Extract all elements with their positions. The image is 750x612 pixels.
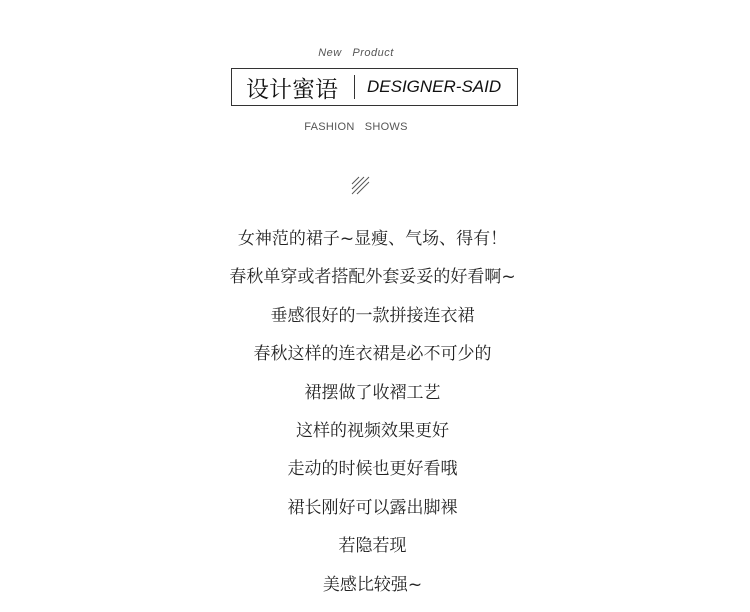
description-line: 若隐若现 xyxy=(338,536,407,557)
description-line: 走动的时候也更好看哦 xyxy=(287,459,458,480)
description-line: 春秋单穿或者搭配外套妥妥的好看啊~ xyxy=(229,267,516,288)
title-english: DESIGNER-SAID xyxy=(367,77,502,96)
new-product-subtitle: New Product xyxy=(318,47,394,59)
description-line: 垂感很好的一款拼接连衣裙 xyxy=(270,305,475,326)
description-line: 女神范的裙子~显瘦、气场、得有！ xyxy=(237,229,508,249)
description-line: 裙长刚好可以露出脚裸 xyxy=(287,497,458,518)
title-divider xyxy=(354,75,355,99)
description-line: 裙摆做了收褶工艺 xyxy=(304,382,441,403)
description-line: 春秋这样的连衣裙是必不可少的 xyxy=(253,344,492,365)
fashion-shows-tagline: FASHION SHOWS xyxy=(304,121,408,133)
description-text-block xyxy=(0,226,745,610)
title-box xyxy=(231,68,518,106)
title-chinese: 设计蜜语 xyxy=(246,76,338,103)
description-line: 美感比较强~ xyxy=(322,574,423,595)
diagonal-lines-icon xyxy=(350,175,372,197)
description-line: 这样的视频效果更好 xyxy=(296,420,449,441)
